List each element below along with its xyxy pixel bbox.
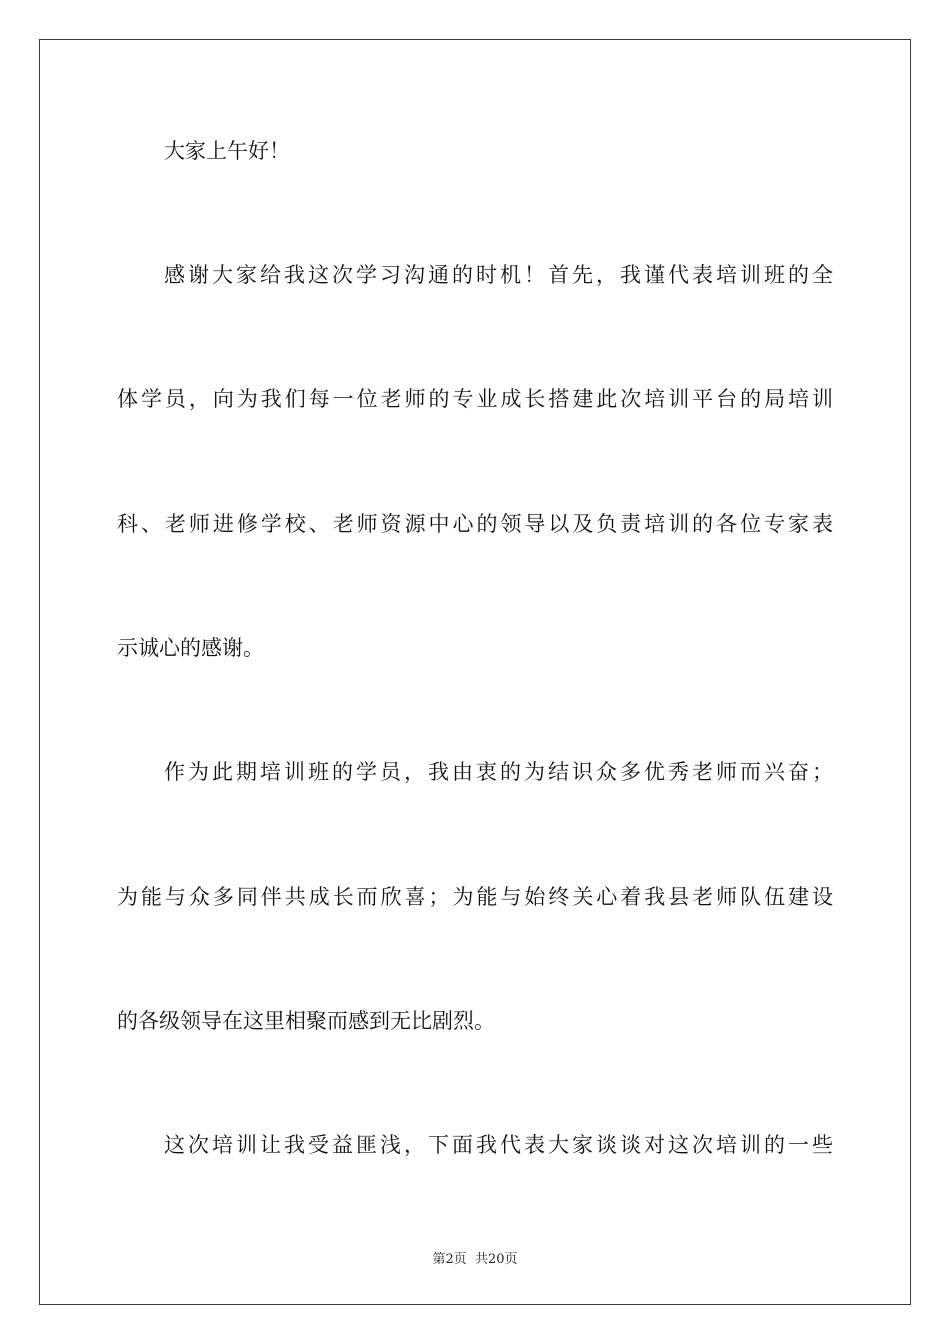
page-border xyxy=(39,39,911,1305)
paragraph-line: 感谢大家给我这次学习沟通的时机！首先，我谨代表培训班的全 xyxy=(164,263,833,287)
page-total: 共20页 xyxy=(474,1252,518,1267)
paragraph-line: 作为此期培训班的学员，我由衷的为结识众多优秀老师而兴奋； xyxy=(164,760,833,784)
paragraph-line: 体学员，向为我们每一位老师的专业成长搭建此次培训平台的局培训 xyxy=(117,387,833,411)
page-number: 第2页 xyxy=(432,1252,467,1267)
paragraph-line: 为能与众多同伴共成长而欣喜；为能与始终关心着我县老师队伍建设 xyxy=(117,885,833,909)
paragraph-line: 这次培训让我受益匪浅，下面我代表大家谈谈对这次培训的一些 xyxy=(164,1133,833,1157)
paragraph-line: 的各级领导在这里相聚而感到无比剧烈。 xyxy=(117,1009,495,1033)
page-footer xyxy=(0,1248,950,1267)
greeting-line: 大家上午好！ xyxy=(164,139,290,163)
paragraph-line: 科、老师进修学校、老师资源中心的领导以及负责培训的各位专家表 xyxy=(117,512,833,536)
paragraph-line: 示诚心的感谢。 xyxy=(117,636,264,660)
